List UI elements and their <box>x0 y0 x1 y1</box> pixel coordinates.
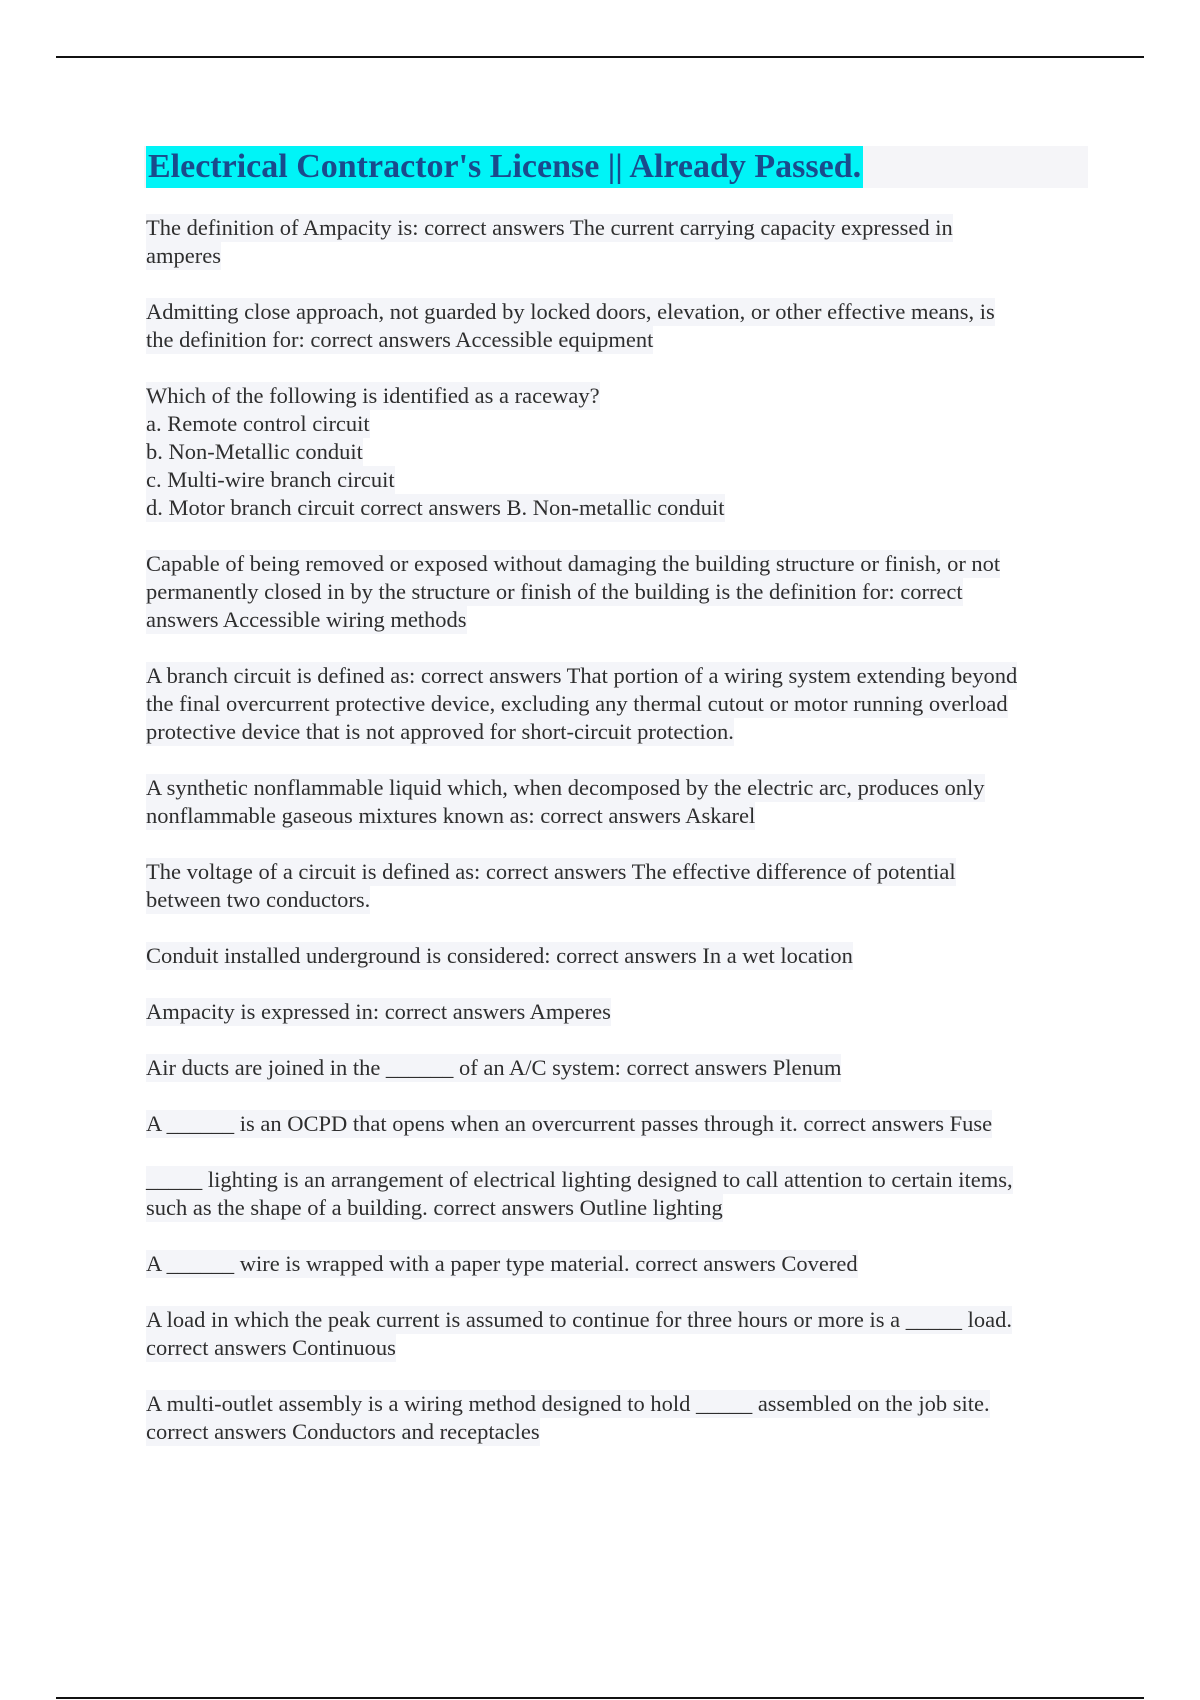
qa-text-line: b. Non-Metallic conduit <box>146 439 363 464</box>
qa-item <box>146 774 1086 830</box>
qa-text-line: Which of the following is identified as a raceway? <box>146 383 600 408</box>
qa-text-line: answers Accessible wiring methods <box>146 607 467 632</box>
qa-text-line: Conduit installed underground is considered: correct answers In a wet location <box>146 943 853 968</box>
qa-item <box>146 1166 1086 1222</box>
qa-text-line: A ______ is an OCPD that opens when an overcurrent passes through it. correct answers Fuse <box>146 1111 993 1136</box>
qa-text-line: amperes <box>146 243 221 268</box>
header-rule <box>56 56 1144 58</box>
qa-item <box>146 1250 1086 1278</box>
qa-text-line: c. Multi-wire branch circuit <box>146 467 395 492</box>
qa-text-line: Air ducts are joined in the ______ of an A/C system: correct answers Plenum <box>146 1055 842 1080</box>
qa-text-line: a. Remote control circuit <box>146 411 370 436</box>
qa-text-line: such as the shape of a building. correct answers Outline lighting <box>146 1195 723 1220</box>
qa-text-line: Admitting close approach, not guarded by locked doors, elevation, or other effective means, is <box>146 299 995 324</box>
qa-item <box>146 1054 1086 1082</box>
qa-text-line: Ampacity is expressed in: correct answers Amperes <box>146 999 611 1024</box>
qa-text-line: The definition of Ampacity is: correct answers The current carrying capacity expressed in <box>146 215 953 240</box>
qa-list <box>146 214 1086 1474</box>
qa-item <box>146 998 1086 1026</box>
qa-text-line: A load in which the peak current is assumed to continue for three hours or more is a _____ load. <box>146 1307 1013 1332</box>
qa-text-line: A synthetic nonflammable liquid which, when decomposed by the electric arc, produces only <box>146 775 985 800</box>
qa-item <box>146 214 1086 270</box>
qa-text-line: the final overcurrent protective device, excluding any thermal cutout or motor running overload <box>146 691 1008 716</box>
qa-item <box>146 858 1086 914</box>
qa-text-line: between two conductors. <box>146 887 371 912</box>
qa-text-line: protective device that is not approved for short-circuit protection. <box>146 719 734 744</box>
qa-item <box>146 550 1086 634</box>
qa-text-line: d. Motor branch circuit correct answers B. Non-metallic conduit <box>146 495 725 520</box>
qa-item <box>146 1306 1086 1362</box>
qa-text-line: _____ lighting is an arrangement of electrical lighting designed to call attention to certain items, <box>146 1167 1013 1192</box>
qa-text-line: permanently closed in by the structure or finish of the building is the definition for: correct <box>146 579 963 604</box>
qa-text-line: correct answers Continuous <box>146 1335 396 1360</box>
qa-text-line: A multi-outlet assembly is a wiring method designed to hold _____ assembled on the job site. <box>146 1391 990 1416</box>
qa-text-line: the definition for: correct answers Accessible equipment <box>146 327 654 352</box>
qa-item <box>146 662 1086 746</box>
qa-text-line: The voltage of a circuit is defined as: correct answers The effective difference of potential <box>146 859 956 884</box>
qa-item <box>146 942 1086 970</box>
qa-item <box>146 1390 1086 1446</box>
footer-rule <box>56 1697 1144 1699</box>
qa-text-line: Capable of being removed or exposed without damaging the building structure or finish, or not <box>146 551 1001 576</box>
qa-item <box>146 298 1086 354</box>
qa-text-line: correct answers Conductors and receptacles <box>146 1419 540 1444</box>
document-title: Electrical Contractor's License || Already Passed. <box>146 146 863 188</box>
qa-text-line: A ______ wire is wrapped with a paper type material. correct answers Covered <box>146 1251 858 1276</box>
qa-text-line: A branch circuit is defined as: correct answers That portion of a wiring system extending beyond <box>146 663 1018 688</box>
qa-item <box>146 1110 1086 1138</box>
qa-item <box>146 382 1086 522</box>
qa-text-line: nonflammable gaseous mixtures known as: correct answers Askarel <box>146 803 756 828</box>
